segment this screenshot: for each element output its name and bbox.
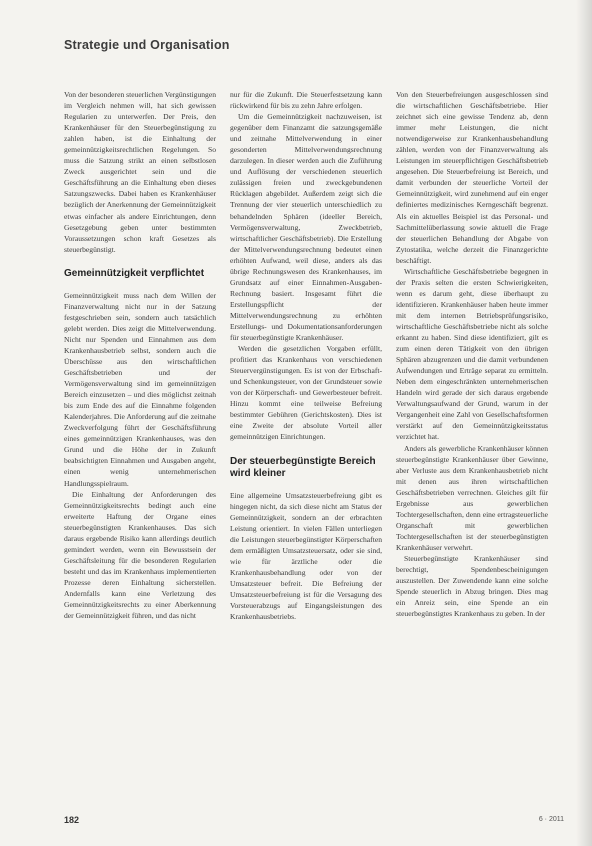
paragraph: Die Einhaltung der Anforderungen des Gemeinnützigkeitsrechts bedingt auch eine erweiterte Haftung der Organe eines steuerbegünstigten Krankenhauses. Das sich daraus ergebende Risiko kann allerdings deutlich gemindert werden, wenn ein Bewusstsein der Geschäftsleitung für die besonderen Regularien besteht und das im Krankenhaus implementierten Prozesse deren Einhaltung sicherstellen. Andernfalls kann eine Verletzung des Gemeinnützigkeitsrechts zu einer Aberkennung der Gemeinnützigkeit führen, und das nicht <box>64 489 216 621</box>
text-column-3 <box>396 89 548 619</box>
section-title: Strategie und Organisation <box>64 38 230 52</box>
paragraph: Werden die gesetzlichen Vorgaben erfüllt, profitiert das Krankenhaus von verschiedenen Steuervergünstigungen. Es ist von der Erbschaft- und Schenkungsteuer, von der Grundsteuer sowie von der Körperschaft- und Gewerbesteuer befreit. Hinzu kommt eine teilweise Befreiung bestimmter Gebühren (Gerichtskosten). Dies ist eine Zweite der absolute Vorteil aller gemeinnützigen Einrichtungen. <box>230 344 382 442</box>
paragraph: Anders als gewerbliche Krankenhäuser können steuerbegünstigte Krankenhäuser über Gewinne, aber Verluste aus dem Krankenhausbetrieb nicht mit denen aus ihren wirtschaftlichen Geschäftsbetrieben verrechnen. Gleiches gilt für Ergebnisse aus gewerblichen Tochtergesellschaften, denn eine ertragsteuerliche Organschaft mit gewerblichen Tochtergesellschaften ist der steuerbegünstigten Krankenhäuser verwehrt. <box>396 443 548 552</box>
page-number: 182 <box>64 815 80 825</box>
paragraph: Um die Gemeinnützigkeit nachzuweisen, ist gegenüber dem Finanzamt die satzungsgemäße und zeitnahe Mittelverwendung in einer gesonderten Mittelverwendungsrechnung darzulegen. In dieser werden auch die Zuführung und Auflösung der verschiedenen steuerlich zulässigen freien und zweckgebundenen Rücklagen abgebildet. Außerdem zeigt sich die Trennung der vier steuerlich unterschiedlich zu behandelnden Sphären (ideeller Bereich, Vermögensverwaltung, Zweckbetrieb, wirtschaftlicher Geschäftsbetrieb). Die Erstellung der Mittelverwendungsrechnung bedeutet einen erhöhten Aufwand, weil diese, anders als das übrige Rechnungswesen des Krankenhauses, im Grundsatz auf einer Einnahmen-Ausgaben-Rechnung basiert. Insgesamt führt die Erstellungspflicht der Mittelverwendungsrechnung zu erhöhten Erstellungs- und Dokumentationsanforderungen für steuerbegünstigte Krankenhäuser. <box>230 112 382 343</box>
section-heading: Gemeinnützigkeit verpflichtet <box>64 267 205 279</box>
paragraph: Gemeinnützigkeit muss nach dem Willen der Finanzverwaltung nicht nur in der Satzung festgeschrieben sein, sondern auch tatsächlich gelebt werden. Dies zeigt die Mittelverwendung. Nicht nur Spenden und Einnahmen aus dem Krankenhausbetrieb selbst, sondern auch die Überschüsse aus den wirtschaftlichen Geschäftsbetrieben und der Vermögensverwaltung sind im gemeinnützigen Bereich einzusetzen – und dies möglichst zeitnah bis zum Ende des auf die Einnahme folgenden Kalenderjahres. Die Anforderung auf die zeitnahe Zweckverfolgung führt der Geschäftsführung eines gemeinnützigen Krankenhauses, was den Grund und die Höhe der in Zukunft beabsichtigten Einnahmen und Ausgaben angeht, einen wenig unternehmerischen Handlungsspielraum. <box>64 290 216 488</box>
paragraph: Eine allgemeine Umsatzsteuerbefreiung gibt es hingegen nicht, da sich diese nicht am Status der Gemeinnützigkeit, sondern an der erbrachten Leistung orientiert. In vielen Fällen unterliegen die Leistungen steuerbegünstigter Körperschaften dem ermäßigten Umsatzsteuersatz, oder sie sind, wie für ärztliche oder die Krankenhausbehandlung oder von der Umsatzsteuer befreit. Die Befreiung der Umsatzsteuerbefreiung ist für die Versagung des Vorsteuerabzugs auf Eingangsleistungen des Krankenhausbetriebs. <box>230 490 382 622</box>
text-column-1 <box>64 89 216 621</box>
paragraph: nur für die Zukunft. Die Steuerfestsetzung kann rückwirkend für bis zu zehn Jahre erfolgen. <box>230 90 382 111</box>
section-heading: Der steuerbegünstigte Bereich wird kleiner <box>230 455 376 479</box>
paragraph: Von den Steuerbefreiungen ausgeschlossen sind die wirtschaftlichen Geschäftsbetriebe. Hier zeichnet sich eine gewisse Tendenz ab, denn immer mehr Leistungen, die nicht notwendigerweise zur Krankenhausbehandlung zählen, werden von der Finanzverwaltung als Leistungen im steuerpflichtigen Geschäftsbetrieb angesehen. Die Steuerbefreiung ist Bereich, und damit verbunden der steuerliche Vorteil der Gemeinnützigkeit, wird zunehmend auf ein enger definiertes medizinisches Kerngeschäft begrenzt. Als ein aktuelles Beispiel ist das Personal- und Sachmittelüberlassung sowie aktuell die Frage der steuerlichen Behandlung der Abgabe von Zytostatika, welche derzeit die Finanzgerichte beschäftigt. <box>396 90 548 265</box>
page-fold-shadow <box>576 0 592 846</box>
paragraph: Steuerbegünstigte Krankenhäuser sind berechtigt, Spendenbescheinigungen auszustellen. Der Zuwendende kann eine solche Spende steuerlich in Abzug bringen. Dies mag ein Anreiz sein, eine Spende an ein steuerbegünstigtes Krankenhaus zu geben. In der <box>396 553 548 619</box>
issue-label: 6 · 2011 <box>538 816 564 823</box>
paragraph: Wirtschaftliche Geschäftsbetriebe begegnen in der Praxis selten die ersten Schwierigkeiten, wenn es darum geht, diese überhaupt zu identifizieren. Krankenhäuser haben heute immer mit dem internen Betriebsprüfungsrisiko, wirtschaftliche Geschäftsbetriebe nicht als solche erkannt zu haben. Sind diese identifiziert, gilt es zum einen deren Tätigkeit von den übrigen Sphären abzugrenzen und die damit verbundenen Aufwendungen und Erträge separat zu ermitteln. Neben dem eingeschränkten unternehmerischen Handeln wird gerade der sich daraus ergebende Verwaltungsaufwand der Grund, warum in der Vergangenheit eine Zahl von Gesellschaftsformen verstärkt auf den Gemeinnützigkeitsstatus verzichtet hat. <box>396 266 548 442</box>
text-column-2 <box>230 89 382 622</box>
paragraph: Von der besonderen steuerlichen Vergünstigungen im Vergleich nehmen will, hat sich gewissen Regularien zu unterwerfen. Der Preis, den Krankenhäuser für den Steuerbegünstigung zu zahlen haben, ist die Einhaltung der gemeinnützigkeitsrechtlichen Regelungen. So muss die Satzung strikt an einen selbstlosen Zweck ausgerichtet sein und die Geschäftsführung an die Einhaltung eben dieses Satzungszwecks. Dabei haben es Krankenhäuser bezüglich der Anerkennung der Gemeinnützigkeit etwas einfacher als andere Einrichtungen, denn Gesetzgebung geben unter bestimmten Voraussetzungen schon kraft Gesetzes als steuerbegünstigt. <box>64 90 216 254</box>
